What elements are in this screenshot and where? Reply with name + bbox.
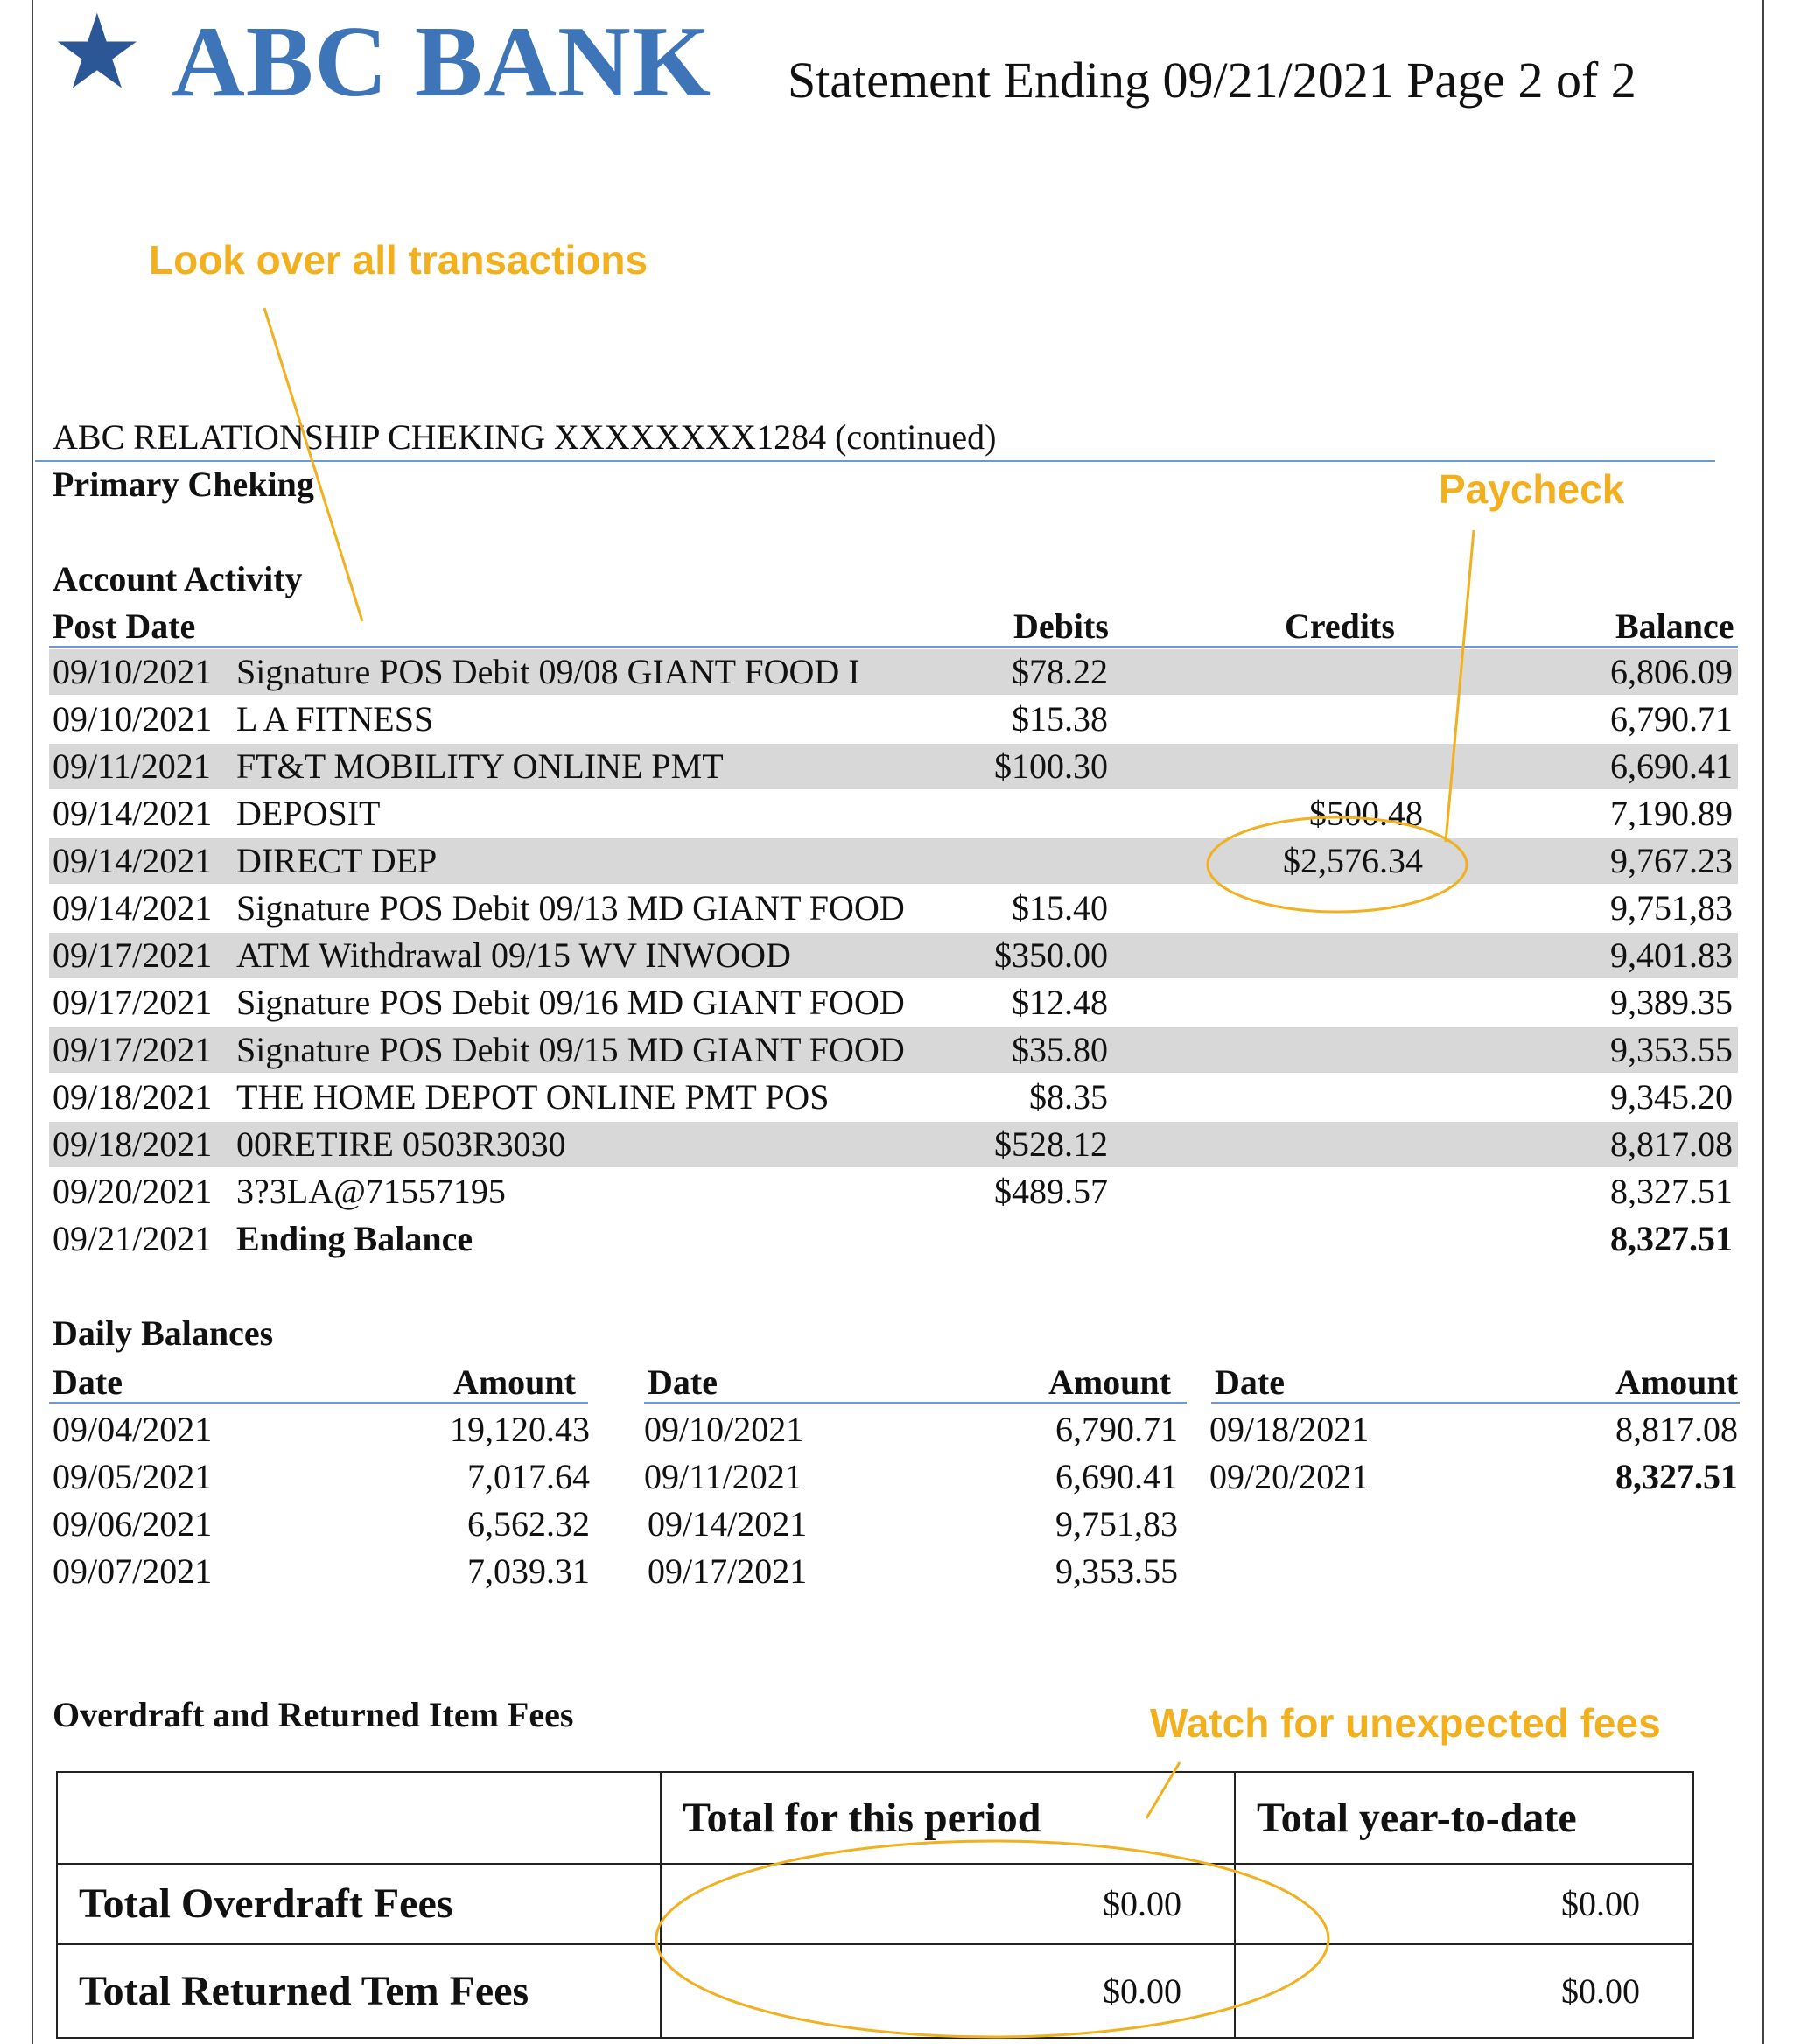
row-balance: 8,327.51 bbox=[1610, 1172, 1733, 1211]
overdraft-fees-label: Total Overdraft Fees bbox=[57, 1864, 661, 1945]
fees-heading: Overdraft and Returned Item Fees bbox=[53, 1695, 574, 1734]
row-date: 09/10/2021 bbox=[53, 699, 213, 738]
daily-amount: 9,751,83 bbox=[1055, 1504, 1178, 1544]
annotation-transactions: Look over all transactions bbox=[149, 237, 648, 283]
row-balance: 9,389.35 bbox=[1610, 983, 1733, 1022]
row-balance: 9,353.55 bbox=[1610, 1030, 1733, 1069]
row-balance: 6,806.09 bbox=[1610, 652, 1733, 691]
row-credit: $500.48 bbox=[1309, 794, 1423, 833]
daily-date: 09/04/2021 bbox=[53, 1410, 213, 1449]
row-description: 3?3LA@71557195 bbox=[236, 1172, 506, 1211]
col-debits: Debits bbox=[1013, 606, 1109, 646]
row-description: Signature POS Debit 09/15 MD GIANT FOOD bbox=[236, 1030, 905, 1069]
row-description: FT&T MOBILITY ONLINE PMT bbox=[236, 746, 724, 786]
col-ytd: Total year-to-date bbox=[1235, 1772, 1693, 1864]
row-date: 09/14/2021 bbox=[53, 794, 213, 833]
paycheck-pointer-line bbox=[1446, 530, 1474, 842]
row-debit: $100.30 bbox=[994, 746, 1108, 786]
row-description: Signature POS Debit 09/13 MD GIANT FOOD bbox=[236, 888, 905, 928]
daily-date: 09/10/2021 bbox=[644, 1410, 804, 1449]
daily-heading: Daily Balances bbox=[53, 1313, 274, 1353]
overdraft-fees-ytd: $0.00 bbox=[1235, 1864, 1693, 1945]
row-description: Signature POS Debit 09/08 GIANT FOOD I bbox=[236, 652, 860, 691]
col-period: Total for this period bbox=[661, 1772, 1235, 1864]
row-balance: 6,690.41 bbox=[1610, 746, 1733, 786]
returned-fees-label: Total Returned Tem Fees bbox=[57, 1944, 661, 2038]
row-description: DIRECT DEP bbox=[236, 841, 438, 880]
row-description: THE HOME DEPOT ONLINE PMT POS bbox=[236, 1077, 830, 1116]
daily-date-header: Date bbox=[648, 1362, 718, 1402]
row-debit: $489.57 bbox=[994, 1172, 1108, 1211]
row-date: 09/20/2021 bbox=[53, 1172, 213, 1211]
row-date: 09/17/2021 bbox=[53, 1030, 213, 1069]
row-debit: $35.80 bbox=[1012, 1030, 1108, 1069]
returned-fees-period: $0.00 bbox=[661, 1944, 1235, 2038]
col-credits: Credits bbox=[1285, 606, 1395, 646]
daily-date: 09/05/2021 bbox=[53, 1457, 213, 1496]
row-balance: 9,767.23 bbox=[1610, 841, 1733, 880]
statement-title: Statement Ending 09/21/2021 Page 2 of 2 bbox=[788, 52, 1636, 108]
row-date: 09/17/2021 bbox=[53, 983, 213, 1022]
daily-amount-header: Amount bbox=[1048, 1362, 1171, 1402]
daily-date: 09/17/2021 bbox=[648, 1551, 808, 1591]
daily-amount-header: Amount bbox=[452, 1362, 576, 1402]
overdraft-fees-period: $0.00 bbox=[661, 1864, 1235, 1945]
daily-date-header: Date bbox=[53, 1362, 123, 1402]
daily-amount: 6,690.41 bbox=[1055, 1457, 1178, 1496]
row-date: 09/21/2021 bbox=[53, 1219, 213, 1258]
daily-amount: 8,817.08 bbox=[1615, 1410, 1738, 1449]
row-balance: 8,817.08 bbox=[1610, 1124, 1733, 1164]
row-balance: 9,401.83 bbox=[1610, 935, 1733, 975]
paycheck-highlight-ellipse bbox=[1208, 817, 1467, 912]
row-date: 09/18/2021 bbox=[53, 1077, 213, 1116]
daily-date: 09/07/2021 bbox=[53, 1551, 213, 1591]
daily-amount: 8,327.51 bbox=[1615, 1457, 1738, 1496]
daily-amount: 9,353.55 bbox=[1055, 1551, 1178, 1591]
daily-amount: 7,039.31 bbox=[467, 1551, 590, 1591]
row-debit: $15.38 bbox=[1012, 699, 1108, 738]
row-description: ATM Withdrawal 09/15 WV INWOOD bbox=[236, 935, 791, 975]
row-date: 09/11/2021 bbox=[53, 746, 211, 786]
daily-date: 09/14/2021 bbox=[648, 1504, 808, 1544]
daily-amount: 6,790.71 bbox=[1055, 1410, 1178, 1449]
daily-amount: 7,017.64 bbox=[467, 1457, 590, 1496]
col-balance: Balance bbox=[1615, 606, 1734, 646]
account-title: ABC RELATIONSHIP CHEKING XXXXXXXX1284 (continued) bbox=[53, 417, 997, 457]
row-date: 09/14/2021 bbox=[53, 888, 213, 928]
row-debit: $350.00 bbox=[994, 935, 1108, 975]
row-balance: 9,751,83 bbox=[1610, 888, 1733, 928]
account-subtitle: Primary Cheking bbox=[53, 465, 314, 504]
row-debit: $78.22 bbox=[1012, 652, 1108, 691]
row-description: Signature POS Debit 09/16 MD GIANT FOOD bbox=[236, 983, 905, 1022]
daily-date-header: Date bbox=[1215, 1362, 1285, 1402]
row-description: DEPOSIT bbox=[236, 794, 381, 833]
row-debit: $8.35 bbox=[1029, 1077, 1108, 1116]
daily-date: 09/06/2021 bbox=[53, 1504, 213, 1544]
row-balance: 6,790.71 bbox=[1610, 699, 1733, 738]
row-date: 09/18/2021 bbox=[53, 1124, 213, 1164]
row-debit: $15.40 bbox=[1012, 888, 1108, 928]
row-date: 09/10/2021 bbox=[53, 652, 213, 691]
fees-highlight-ellipse bbox=[656, 1841, 1328, 2037]
activity-heading: Account Activity bbox=[53, 559, 303, 598]
fees-pointer-line bbox=[1146, 1762, 1180, 1818]
row-balance: 8,327.51 bbox=[1610, 1219, 1733, 1258]
row-debit: $528.12 bbox=[994, 1124, 1108, 1164]
star-icon: ★ bbox=[51, 0, 144, 110]
row-date: 09/14/2021 bbox=[53, 841, 213, 880]
row-description: Ending Balance bbox=[236, 1219, 473, 1258]
annotation-fees: Watch for unexpected fees bbox=[1150, 1700, 1661, 1746]
transactions-pointer-line bbox=[264, 308, 362, 621]
row-description: L A FITNESS bbox=[236, 699, 434, 738]
daily-date: 09/18/2021 bbox=[1209, 1410, 1370, 1449]
row-description: 00RETIRE 0503R3030 bbox=[236, 1124, 566, 1164]
daily-date: 09/20/2021 bbox=[1209, 1457, 1370, 1496]
annotation-paycheck: Paycheck bbox=[1439, 466, 1625, 512]
row-balance: 9,345.20 bbox=[1610, 1077, 1733, 1116]
row-debit: $12.48 bbox=[1012, 983, 1108, 1022]
row-balance: 7,190.89 bbox=[1610, 794, 1733, 833]
daily-amount-header: Amount bbox=[1615, 1362, 1738, 1402]
daily-amount: 19,120.43 bbox=[450, 1410, 590, 1449]
bank-logo-text: ABC BANK bbox=[172, 6, 712, 118]
row-credit: $2,576.34 bbox=[1283, 841, 1423, 880]
daily-amount: 6,562.32 bbox=[467, 1504, 590, 1544]
daily-date: 09/11/2021 bbox=[644, 1457, 802, 1496]
row-date: 09/17/2021 bbox=[53, 935, 213, 975]
returned-fees-ytd: $0.00 bbox=[1235, 1944, 1693, 2038]
col-post-date: Post Date bbox=[53, 606, 196, 646]
